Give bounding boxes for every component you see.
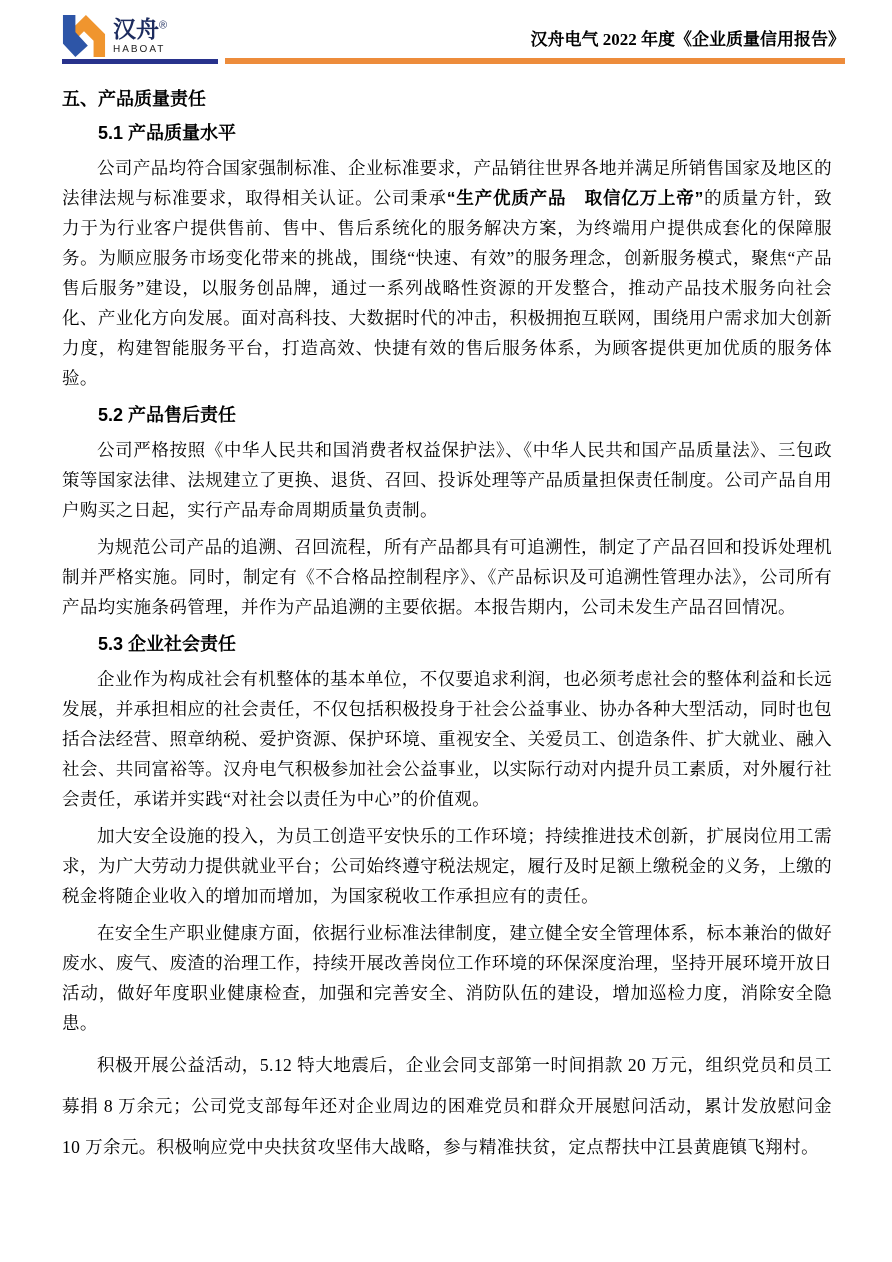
subsection-5-3-heading: 5.3 企业社会责任 (98, 634, 237, 654)
logo-latin-name: HABOAT (113, 44, 166, 55)
paragraph-after-sales-law: 公司严格按照《中华人民共和国消费者权益保护法》、《中华人民共和国产品质量法》、三包政策等国家法律、法规建立了更换、退货、召回、投诉处理等产品质量担保责任制度。公司产品自用户购买之日起，实行产品寿命周期质量负责制。 (62, 440, 832, 520)
paragraph-occupational-health: 在安全生产职业健康方面，依据行业标准法律制度，建立健全安全管理体系，标本兼治的做好废水、废气、废渣的治理工作，持续开展改善岗位工作环境的环保深度治理，坚持开展环境开放日活动，做好年度职业健康检查，加强和完善安全、消防队伍的建设，增加巡检力度，消除安全隐患。 (62, 923, 832, 1033)
haboat-logo-icon (62, 14, 106, 58)
header-divider-orange-segment (225, 58, 845, 64)
subsection-5-1-heading: 5.1 产品质量水平 (98, 123, 237, 143)
logo-text (113, 18, 167, 55)
page-header (62, 10, 845, 58)
document-body (62, 84, 832, 1168)
registered-trademark-icon: ® (159, 19, 168, 32)
quality-policy-slogan: “生产优质产品 取信亿万上帝” (446, 188, 704, 208)
paragraph-charity-activities: 积极开展公益活动，5.12 特大地震后，企业会同支部第一时间捐款 20 万元，组织党员和员工募捐 8 万余元；公司党支部每年还对企业周边的困难党员和群众开展慰问活动，累计发放慰问金 10 万余元。积极响应党中央扶贫攻坚伟大战略，参与精准扶贫，定点帮扶中江县黄鹿镇飞翔村。 (62, 1055, 832, 1157)
paragraph-traceability: 为规范公司产品的追溯、召回流程，所有产品都具有可追溯性，制定了产品召回和投诉处理机制并严格实施。同时，制定有《不合格品控制程序》、《产品标识及可追溯性管理办法》，公司所有产品均实施条码管理，并作为产品追溯的主要依据。本报告期内，公司未发生产品召回情况。 (62, 537, 832, 617)
paragraph-social-responsibility: 企业作为构成社会有机整体的基本单位，不仅要追求利润，也必须考虑社会的整体利益和长远发展，并承担相应的社会责任，不仅包括积极投身于社会公益事业、协办各种大型活动，同时也包括合法经营、照章纳税、爱护资源、保护环境、重视安全、关爱员工、创造条件、扩大就业、融入社会、共同富裕等。汉舟电气积极参加社会公益事业，以实际行动对内提升员工素质，对外履行社会责任，承诺并实践“对社会以责任为中心”的价值观。 (62, 669, 832, 809)
paragraph-quality-level (62, 153, 832, 393)
header-divider-blue-segment (62, 59, 218, 64)
paragraph-text: 的质量方针，致力于为行业客户提供售前、售中、售后系统化的服务解决方案，为终端用户提供成套化的保障服务。为顺应服务市场变化带来的挑战，围绕“快速、有效”的服务理念，创新服务模式，聚焦“产品售后服务”建设，以服务创品牌，通过一系列战略性资源的开发整合，推动产品技术服务向社会化、产业化方向发展。面对高科技、大数据时代的冲击，积极拥抱互联网，围绕用户需求加大创新力度，构建智能服务平台，打造高效、快捷有效的售后服务体系，为顾客提供更加优质的服务体验。 (62, 188, 832, 388)
haboat-logo (62, 14, 167, 58)
subsection-5-2-heading: 5.2 产品售后责任 (98, 405, 237, 425)
paragraph-text: 公司产品均符合国家强制标准、企业标准要求，产品销往世界各地并满足所销售国家及地区的法律法规与标准要求，取得相关认证。公司秉承 (62, 158, 832, 208)
paragraph-safety-employment-tax: 加大安全设施的投入，为员工创造平安快乐的工作环境；持续推进技术创新，扩展岗位用工需求，为广大劳动力提供就业平台；公司始终遵守税法规定，履行及时足额上缴税金的义务，上缴的税金将随企业收入的增加而增加，为国家税收工作承担应有的责任。 (62, 826, 832, 906)
report-header-title: 汉舟电气 2022 年度《企业质量信用报告》 (530, 29, 845, 49)
logo-cn-name: 汉舟® (113, 16, 168, 42)
header-divider (62, 58, 845, 65)
section-title: 五、产品质量责任 (62, 89, 206, 109)
